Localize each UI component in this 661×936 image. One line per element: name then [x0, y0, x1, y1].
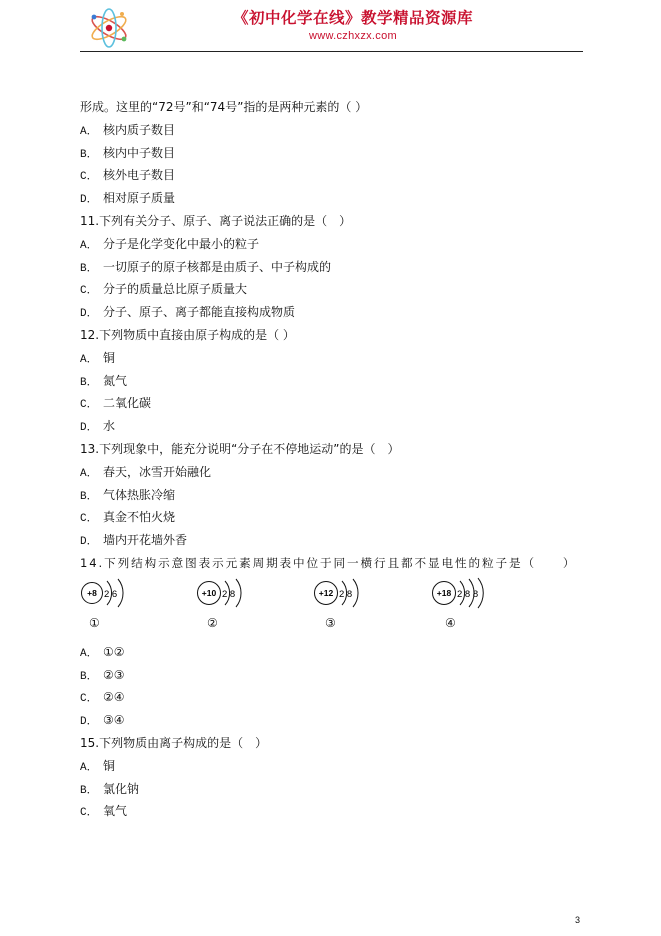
option-letter: C． [80, 399, 98, 412]
option-text: 分子的质量总比原子质量大 [103, 282, 248, 297]
option-d [80, 301, 590, 324]
question-11: 11.下列有关分子、原子、离子说法正确的是（ ） [80, 213, 352, 228]
diagram-label-4: ④ [445, 615, 456, 630]
question-12: 12.下列物质中直接由原子构成的是（ ） [80, 327, 295, 342]
option-text: 氯化钠 [103, 781, 140, 796]
option-d [80, 415, 590, 438]
option-a [80, 641, 590, 664]
option-text: ②④ [103, 690, 125, 705]
option-b [80, 142, 590, 165]
atom-structure-icon [431, 579, 503, 615]
option-letter: B． [80, 262, 98, 275]
option-d [80, 187, 590, 210]
option-text: 水 [103, 419, 116, 434]
diagram-label-1: ① [89, 615, 100, 630]
option-letter: B． [80, 148, 98, 161]
option-a [80, 233, 590, 256]
option-d [80, 709, 590, 732]
option-letter: B． [80, 376, 98, 389]
option-letter: A． [80, 467, 98, 480]
page-number: 3 [575, 915, 581, 925]
option-text: ③④ [103, 713, 125, 728]
header-divider [80, 51, 583, 52]
option-letter: C． [80, 693, 98, 706]
option-c [80, 686, 590, 709]
option-text: 铜 [103, 350, 116, 365]
option-letter: D． [80, 194, 98, 207]
question-content [80, 96, 590, 823]
option-text: ②③ [103, 667, 125, 682]
question-14: 14.下列结构示意图表示元素周期表中位于同一横行且都不显电性的粒子是（ ） [80, 555, 577, 570]
option-c [80, 278, 590, 301]
option-c [80, 392, 590, 415]
option-text: 气体热胀冷缩 [103, 487, 176, 502]
option-text: 一切原子的原子核都是由质子、中子构成的 [103, 259, 332, 274]
nucleus-charge: +8 [87, 587, 97, 598]
option-letter: C． [80, 513, 98, 526]
option-text: 分子是化学变化中最小的粒子 [103, 236, 260, 251]
electron-shells: 2 6 [104, 588, 118, 600]
electron-shells: 2 8 8 [457, 588, 479, 600]
option-d [80, 529, 590, 552]
option-letter: D． [80, 422, 98, 435]
option-letter: C． [80, 285, 98, 298]
option-text: 铜 [103, 758, 116, 773]
nucleus-charge: +12 [318, 587, 334, 598]
diagram-label-3: ③ [325, 615, 336, 630]
option-a [80, 119, 590, 142]
option-text: 氧气 [103, 804, 128, 819]
atom-diagram-3 [313, 579, 373, 619]
option-text: 分子、原子、离子都能直接构成物质 [103, 305, 296, 320]
option-a [80, 755, 590, 778]
option-b [80, 370, 590, 393]
header-title: 《初中化学在线》教学精品资源库 [232, 8, 473, 27]
nucleus-charge: +18 [436, 587, 452, 598]
option-letter: A． [80, 239, 98, 252]
option-c [80, 164, 590, 187]
option-text: 春天，冰雪开始融化 [103, 464, 212, 479]
option-a [80, 461, 590, 484]
atom-diagram-2 [196, 579, 256, 619]
option-letter: A． [80, 761, 98, 774]
option-text: 核外电子数目 [103, 168, 176, 183]
atom-structure-icon [196, 579, 256, 615]
option-text: 二氧化碳 [103, 396, 152, 411]
option-letter: D． [80, 308, 98, 321]
option-text: 核内质子数目 [103, 122, 176, 137]
option-letter: D． [80, 536, 98, 549]
atomic-structure-diagrams [80, 575, 590, 641]
option-a [80, 347, 590, 370]
option-letter: C． [80, 807, 98, 820]
option-b [80, 664, 590, 687]
atom-structure-icon [313, 579, 373, 615]
atom-logo-icon [86, 8, 132, 48]
option-letter: B． [80, 490, 98, 503]
option-c [80, 506, 590, 529]
option-b [80, 484, 590, 507]
question-continuation: 形成。这里的“72号”和“74号”指的是两种元素的（ ） [80, 100, 368, 114]
option-b [80, 778, 590, 801]
option-letter: D． [80, 716, 98, 729]
option-text: 墙内开花墙外香 [103, 533, 188, 548]
option-letter: A． [80, 125, 98, 138]
electron-shells: 2 8 [222, 588, 236, 600]
option-b [80, 256, 590, 279]
nucleus-charge: +10 [201, 587, 217, 598]
question-13: 13.下列现象中，能充分说明“分子在不停地运动”的是（ ） [80, 441, 400, 456]
electron-shells: 2 8 [339, 588, 353, 600]
option-c [80, 800, 590, 823]
option-letter: B． [80, 784, 98, 797]
option-text: ①② [103, 644, 125, 659]
option-letter: C． [80, 171, 98, 184]
option-text: 真金不怕火烧 [103, 510, 176, 525]
page-header [0, 0, 661, 60]
option-text: 相对原子质量 [103, 191, 176, 206]
atom-structure-icon [80, 579, 140, 615]
option-letter: A． [80, 647, 98, 660]
atom-diagram-1 [80, 579, 140, 619]
option-text: 氮气 [103, 373, 128, 388]
option-text: 核内中子数目 [103, 145, 176, 160]
diagram-label-2: ② [207, 615, 218, 630]
option-letter: A． [80, 353, 98, 366]
atom-diagram-4 [431, 579, 503, 619]
header-url: www.czhxzx.com [309, 30, 397, 42]
question-15: 15.下列物质由离子构成的是（ ） [80, 735, 268, 750]
option-letter: B． [80, 670, 98, 683]
